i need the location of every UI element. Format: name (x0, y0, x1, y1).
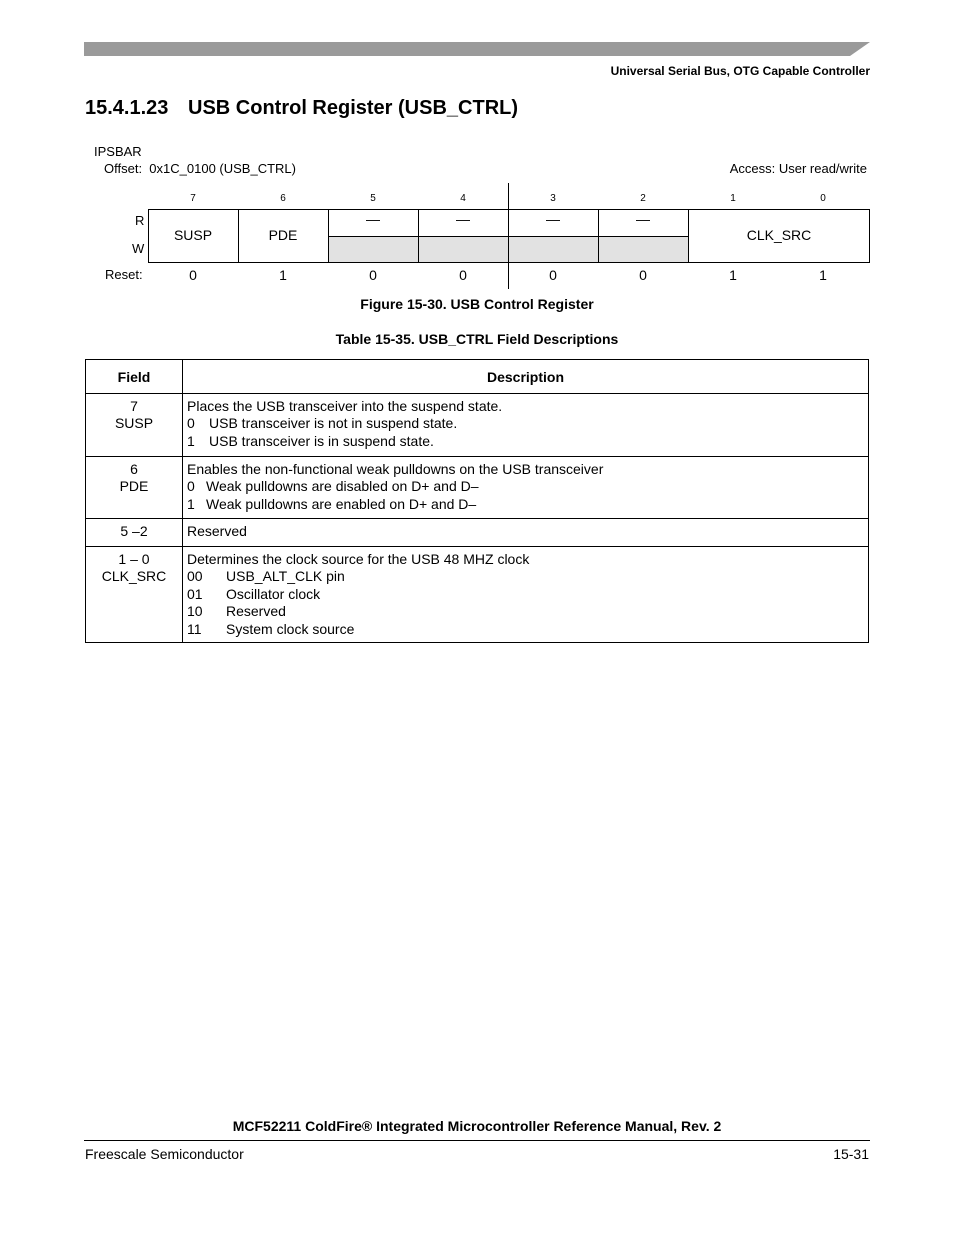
chapter-title: Universal Serial Bus, OTG Capable Controller (610, 64, 870, 78)
reset-value: 1 (279, 267, 287, 283)
table-header-row (86, 360, 869, 394)
bit-number: 3 (550, 193, 556, 204)
reset-label: Reset: (105, 267, 143, 282)
table-row (86, 519, 869, 547)
reserved-mark: — (366, 211, 380, 227)
write-row-label: W (132, 241, 145, 256)
manual-title: MCF52211 ColdFire® Integrated Microcontroller Reference Manual, Rev. 2 (232, 1118, 722, 1134)
table-row (86, 547, 869, 643)
field-clk-src: CLK_SRC (746, 227, 812, 243)
field-name: PDE (119, 478, 149, 494)
value-text: System clock source (226, 620, 355, 637)
register-diagram (148, 209, 870, 263)
table-row (86, 457, 869, 519)
page-number: 15-31 (833, 1146, 869, 1162)
reset-value: 0 (189, 267, 197, 283)
table-row (86, 394, 869, 457)
reserved-mark: — (456, 211, 470, 227)
field-bits: 1 – 0 (118, 551, 150, 567)
value-code: 0 (187, 478, 195, 495)
value-code: 00 (187, 568, 203, 585)
value-code: 10 (187, 603, 203, 620)
reserved-mark: — (636, 211, 650, 227)
reset-value: 0 (369, 267, 377, 283)
bit-number: 4 (460, 193, 466, 204)
field-pde: PDE (268, 227, 298, 243)
field-cell (86, 457, 183, 519)
offset-label: Offset: (104, 161, 143, 176)
field-bits: 5 –2 (120, 523, 148, 539)
value-code: 1 (187, 495, 195, 512)
description-cell (183, 457, 869, 519)
value-text: Oscillator clock (226, 585, 321, 602)
field-name: SUSP (114, 415, 154, 431)
value-text: Weak pulldowns are disabled on D+ and D– (206, 478, 479, 495)
figure-caption: Figure 15-30. USB Control Register (360, 296, 594, 312)
value-text: Reserved (226, 603, 286, 620)
field-name: CLK_SRC (101, 568, 167, 584)
description-cell (183, 547, 869, 643)
value-code: 1 (187, 432, 195, 449)
field-bits: 6 (130, 461, 138, 477)
bit-number: 2 (640, 193, 646, 204)
value-text: USB transceiver is in suspend state. (209, 432, 434, 449)
reset-value: 0 (459, 267, 467, 283)
register-offset (104, 161, 296, 176)
reset-value: 1 (819, 267, 827, 283)
value-code: 11 (187, 620, 202, 637)
description-text: Determines the clock source for the USB 48 MHZ clock (187, 551, 530, 567)
bit-number: 1 (730, 193, 736, 204)
value-item (187, 478, 868, 495)
description-cell (183, 394, 869, 457)
bit-number: 5 (370, 193, 376, 204)
column-header-field: Field (86, 360, 183, 394)
field-cell (86, 547, 183, 643)
description-text: Places the USB transceiver into the suspend state. (187, 398, 503, 414)
offset-value: 0x1C_0100 (USB_CTRL) (149, 161, 296, 176)
reserved-mark: — (546, 211, 560, 227)
column-header-description: Description (183, 360, 869, 394)
description-cell (183, 519, 869, 547)
field-cell (86, 519, 183, 547)
field-descriptions-table (85, 359, 869, 643)
value-text: Weak pulldowns are enabled on D+ and D– (206, 495, 477, 512)
section-title (85, 97, 518, 120)
footer-rule (84, 1140, 870, 1141)
value-item (187, 415, 868, 432)
description-text: Enables the non-functional weak pulldowns on the USB transceiver (187, 461, 604, 477)
reset-value: 0 (549, 267, 557, 283)
reset-value: 0 (639, 267, 647, 283)
value-code: 01 (187, 585, 203, 602)
bit-number: 0 (820, 193, 826, 204)
value-item (187, 603, 868, 620)
field-bits: 7 (130, 398, 138, 414)
header-bar (84, 42, 870, 56)
value-item (187, 586, 868, 603)
bit-number: 6 (280, 193, 286, 204)
table-caption: Table 15-35. USB_CTRL Field Descriptions (335, 331, 619, 347)
value-item (187, 433, 868, 450)
bit-number: 7 (190, 193, 196, 204)
value-text: USB_ALT_CLK pin (226, 568, 345, 585)
field-cell (86, 394, 183, 457)
register-access: Access: User read/write (729, 161, 867, 176)
value-item (187, 568, 868, 585)
value-item (187, 621, 868, 638)
value-code: 0 (187, 415, 195, 432)
value-item (187, 496, 868, 513)
section-number: 15.4.1.23 (85, 97, 169, 119)
reset-value: 1 (729, 267, 737, 283)
register-base: IPSBAR (94, 144, 142, 159)
section-title-text: USB Control Register (USB_CTRL) (188, 97, 519, 119)
read-row-label: R (135, 213, 145, 228)
company-name: Freescale Semiconductor (85, 1146, 244, 1162)
value-text: USB transceiver is not in suspend state. (209, 415, 458, 432)
field-susp: SUSP (173, 227, 213, 243)
description-text: Reserved (187, 523, 247, 539)
